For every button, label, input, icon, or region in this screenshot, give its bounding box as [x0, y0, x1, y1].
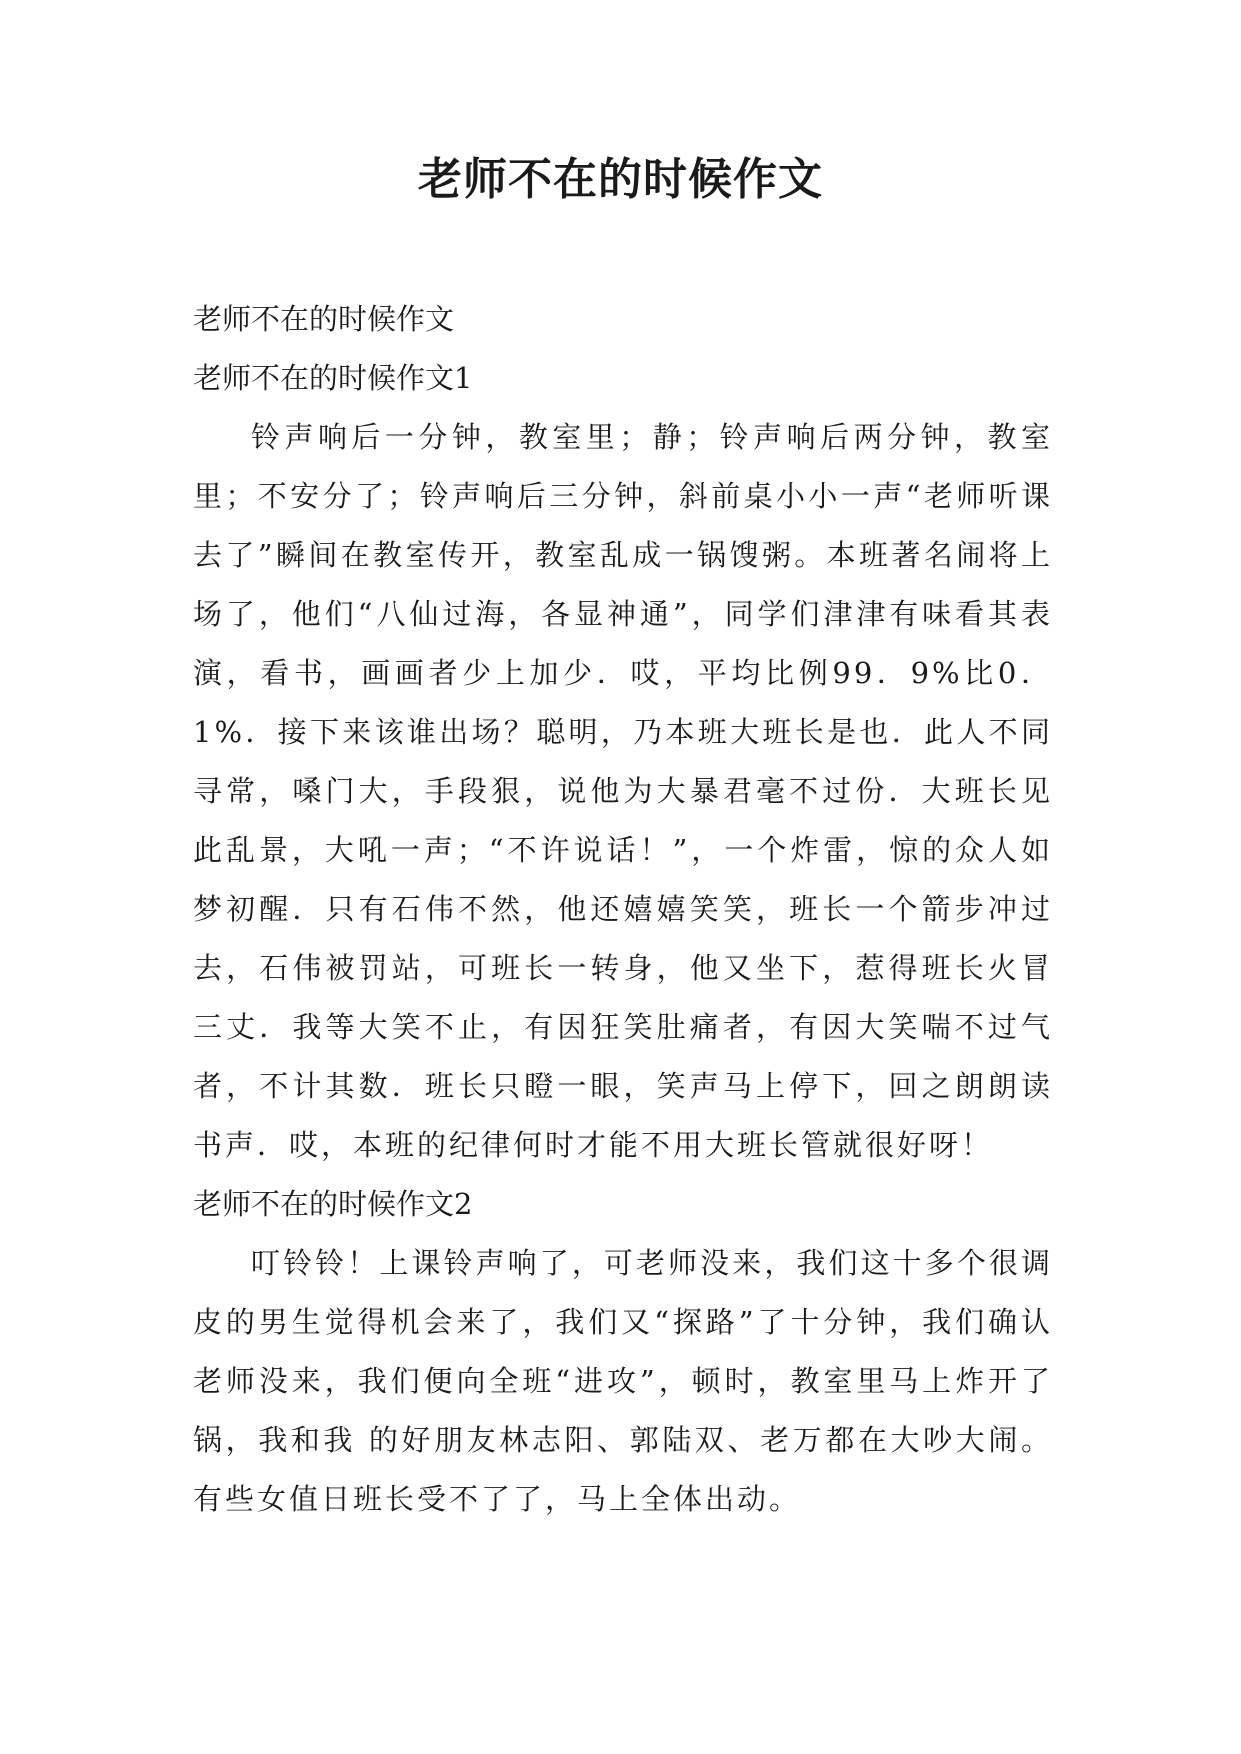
document-body — [193, 290, 1053, 1529]
section-paragraph-2: 叮铃铃！上课铃声响了，可老师没来，我们这十多个很调皮的男生觉得机会来了，我们又“探路”了十分钟，我们确认老师没来，我们便向全班“进攻”，顿时，教室里马上炸开了锅，我和我 的好朋友林志阳、郭陆双、老万都在大吵大闹。有些女值日班长受不了了，马上全体出动。 — [193, 1246, 1053, 1516]
document-title: 老师不在的时候作文 — [418, 154, 823, 205]
document-subtitle: 老师不在的时候作文 — [193, 302, 455, 336]
section-paragraph-1: 铃声响后一分钟，教室里；静；铃声响后两分钟，教室里；不安分了；铃声响后三分钟，斜前桌小小一声“老师听课去了”瞬间在教室传开，教室乱成一锅馊粥。本班著名闹将上场了，他们“八仙过海，各显神通”，同学们津津有味看其表演，看书，画画者少上加少．哎，平均比例99．9%比0．1%．接下来该谁出场？聪明，乃本班大班长是也．此人不同寻常，嗓门大，手段狠，说他为大暴君毫不过份．大班长见此乱景，大吼一声；“不许说话！”，一个炸雷，惊的众人如梦初醒．只有石伟不然，他还嬉嬉笑笑，班长一个箭步冲过去，石伟被罚站，可班长一转身，他又坐下，惹得班长火冒三丈．我等大笑不止，有因狂笑肚痛者，有因大笑喘不过气者，不计其数．班长只瞪一眼，笑声马上停下，回之朗朗读书声．哎，本班的纪律何时才能不用大班长管就很好呀！ — [193, 420, 1053, 1162]
section-heading-2: 老师不在的时候作文2 — [193, 1187, 473, 1221]
section-heading-1: 老师不在的时候作文1 — [193, 361, 473, 395]
